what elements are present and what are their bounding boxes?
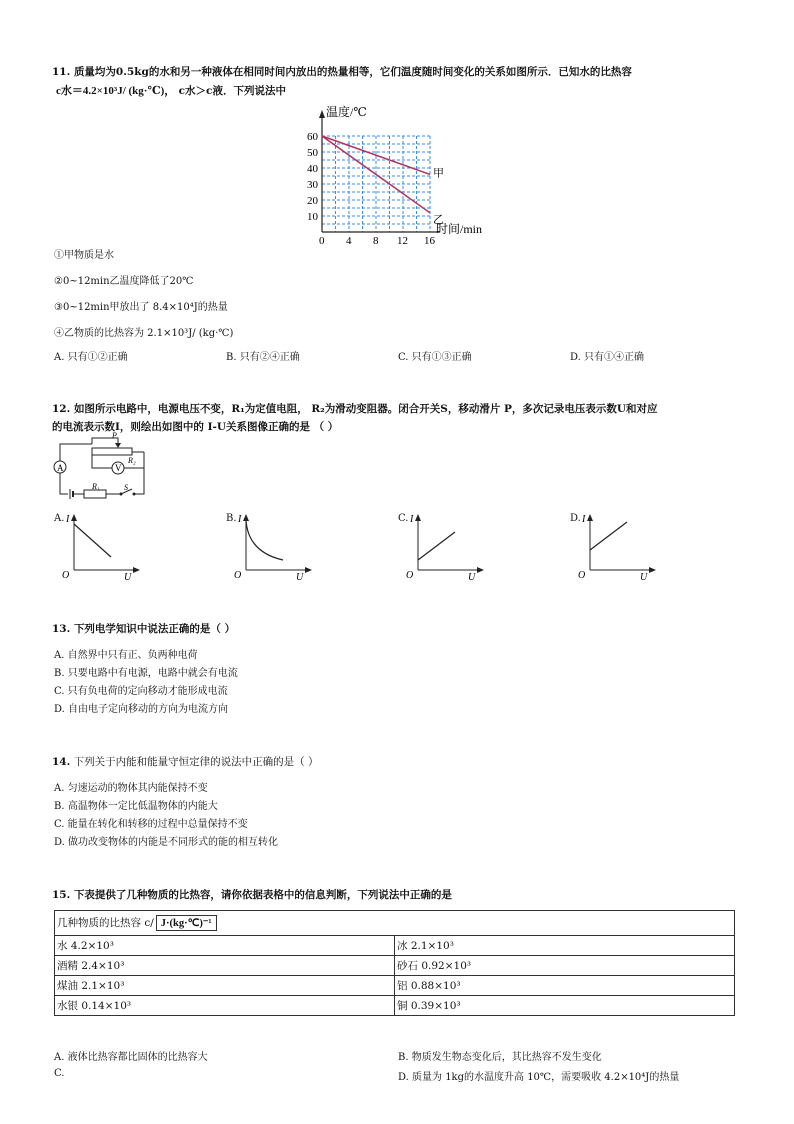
i-u-curve — [418, 532, 455, 560]
origin-label: O — [234, 570, 242, 581]
table-cell: 水 4.2×10³ — [55, 936, 395, 956]
table-header-row — [55, 911, 735, 936]
y-tick-label: 10 — [307, 211, 318, 223]
table-cell: 铝 0.88×10³ — [395, 976, 735, 996]
r2-rheostat-icon — [92, 448, 132, 455]
y-tick-label: 40 — [307, 163, 318, 175]
q12-circuit-diagram — [48, 432, 158, 502]
u-axis-label: U — [296, 572, 304, 583]
q12-number: 12. — [52, 403, 71, 415]
q11-stem — [52, 64, 632, 79]
q13-option-c[interactable]: C. 只有负电荷的定向移动才能形成电流 — [54, 686, 228, 697]
i-axis-arrow — [71, 514, 77, 521]
q11-statement-3: ③0~12min甲放出了 8.4×10⁴J的热量 — [54, 302, 228, 313]
table-cell: 水银 0.14×10³ — [55, 996, 395, 1016]
chart-grid — [322, 136, 430, 232]
u-axis-arrow — [305, 567, 312, 573]
y-tick-label: 60 — [307, 131, 318, 143]
option-letter: B. — [226, 513, 237, 524]
table-header-unit: J·(kg·℃)⁻¹ — [156, 915, 217, 931]
x-tick-label: 8 — [373, 235, 379, 247]
u-axis-arrow — [649, 567, 656, 573]
u-axis-label: U — [640, 572, 648, 583]
q13-stem-text: 下列电学知识中说法正确的是（ ） — [73, 623, 236, 635]
y-axis-label: 温度/℃ — [326, 105, 367, 119]
q12-option-c[interactable] — [398, 512, 476, 583]
q12-option-b[interactable] — [226, 512, 304, 583]
table-cell: 砂石 0.92×10³ — [395, 956, 735, 976]
specific-heat-table — [54, 910, 735, 1016]
i-u-curve — [246, 520, 283, 560]
table-header — [55, 911, 735, 936]
q14-option-d[interactable]: D. 做功改变物体的内能是不同形式的能的相互转化 — [54, 837, 279, 848]
table-cell: 冰 2.1×10³ — [395, 936, 735, 956]
u-axis-label: U — [124, 572, 132, 583]
i-axis-label: I — [410, 514, 414, 525]
i-u-graph — [234, 512, 328, 583]
series-end-label: 乙 — [433, 213, 444, 226]
q14-option-a[interactable]: A. 匀速运动的物体其内能保持不变 — [54, 783, 208, 794]
q15-stem — [52, 887, 452, 902]
origin-label: O — [406, 570, 414, 581]
q13-option-b[interactable]: B. 只要电路中有电源，电路中就会有电流 — [54, 668, 238, 679]
q14-number: 14. — [52, 756, 71, 768]
q15-option-d[interactable]: D. 质量为 1kg的水温度升高 10℃，需要吸收 4.2×10⁴J的热量 — [398, 1072, 680, 1083]
q11-number: 11. — [52, 66, 71, 78]
i-axis-label: I — [582, 514, 586, 525]
origin-label: O — [62, 570, 70, 581]
i-axis-label: I — [66, 514, 70, 525]
i-u-curve — [74, 524, 111, 557]
y-tick-label: 30 — [307, 179, 318, 191]
i-axis-label: I — [238, 514, 242, 525]
y-tick-label: 20 — [307, 195, 318, 207]
q11-temperature-time-chart — [290, 100, 500, 247]
voltmeter-label: V — [115, 463, 122, 473]
q15-option-c[interactable]: C. — [54, 1068, 65, 1079]
table-row — [55, 996, 735, 1016]
table-cell: 煤油 2.1×10³ — [55, 976, 395, 996]
y-tick-label: 50 — [307, 147, 318, 159]
origin-label: O — [578, 570, 586, 581]
table-cell: 酒精 2.4×10³ — [55, 956, 395, 976]
q11-stem-line1: 质量均为0.5kg的水和另一种液体在相同时间内放出的热量相等，它们温度随时间变化的关系如图所示．已知水的比热容 — [73, 66, 632, 78]
q11-statement-4: ④乙物质的比热容为 2.1×10³J/ (kg·℃) — [54, 328, 234, 339]
i-u-graph — [578, 512, 672, 583]
ammeter-label: A — [57, 463, 64, 473]
q12-option-a[interactable] — [54, 512, 132, 583]
r1-label: R₁ — [92, 482, 100, 491]
slider-label: P — [112, 431, 117, 440]
q11-stem-tail: c水＞c液．下列说法中 — [178, 85, 286, 97]
table-row — [55, 976, 735, 996]
i-u-curve — [590, 522, 627, 550]
u-axis-label: U — [468, 572, 476, 583]
q15-option-b[interactable]: B. 物质发生物态变化后，其比热容不发生变化 — [398, 1052, 602, 1063]
y-axis-arrow — [319, 110, 325, 118]
i-axis-arrow — [243, 514, 249, 521]
q13-option-a[interactable]: A. 自然界中只有正、负两种电荷 — [54, 650, 198, 661]
q12-stem-line2: 的电流表示数I，则绘出如图中的 I-U关系图像正确的是 （ ） — [52, 421, 339, 433]
q11-statement-1: ①甲物质是水 — [54, 250, 114, 261]
x-tick-label: 4 — [346, 235, 352, 247]
q11-option-a[interactable]: A. 只有①②正确 — [54, 352, 128, 363]
q14-stem — [52, 754, 318, 769]
i-axis-arrow — [415, 514, 421, 521]
q12-option-d[interactable] — [570, 512, 648, 583]
q11-statement-2: ②0~12min乙温度降低了20℃ — [54, 276, 194, 287]
chart-series — [322, 136, 444, 226]
q14-option-b[interactable]: B. 高温物体一定比低温物体的内能大 — [54, 801, 218, 812]
q14-stem-text: 下列关于内能和能量守恒定律的说法中正确的是（ ） — [73, 756, 319, 768]
option-letter: A. — [54, 513, 65, 524]
table-row — [55, 956, 735, 976]
q13-number: 13. — [52, 623, 71, 635]
i-axis-arrow — [587, 514, 593, 521]
q11-option-b[interactable]: B. 只有②④正确 — [226, 352, 300, 363]
q11-stem-line2 — [56, 82, 286, 98]
table-cell: 铜 0.39×10³ — [395, 996, 735, 1016]
option-letter: D. — [570, 513, 581, 524]
x-tick-label: 0 — [319, 235, 325, 247]
x-axis-label: 时间/min — [436, 222, 483, 236]
table-header-label: 几种物质的比热容 c/ — [57, 917, 154, 929]
q13-stem — [52, 621, 235, 636]
q15-option-a[interactable]: A. 液体比热容都比固体的比热容大 — [54, 1052, 208, 1063]
i-u-graph — [406, 512, 500, 583]
switch-label: S — [124, 483, 128, 492]
x-tick-label: 16 — [424, 235, 435, 247]
q11-option-d[interactable]: D. 只有①④正确 — [570, 352, 645, 363]
q11-water-heat-capacity: c水＝4.2×10³J/ (kg·℃)， — [56, 85, 176, 97]
series-end-label: 甲 — [433, 167, 444, 180]
q15-stem-text: 下表提供了几种物质的比热容，请你依据表格中的信息判断，下列说法中正确的是 — [73, 889, 452, 901]
u-axis-arrow — [133, 567, 140, 573]
q11-option-c[interactable]: C. 只有①③正确 — [398, 352, 472, 363]
x-tick-label: 12 — [397, 235, 408, 247]
q14-option-c[interactable]: C. 能量在转化和转移的过程中总量保持不变 — [54, 819, 248, 830]
q13-option-d[interactable]: D. 自由电子定向移动的方向为电流方向 — [54, 704, 229, 715]
i-u-graph — [62, 512, 156, 583]
option-letter: C. — [398, 513, 409, 524]
table-row — [55, 936, 735, 956]
u-axis-arrow — [477, 567, 484, 573]
r1-resistor-icon — [84, 490, 106, 498]
q12-stem — [52, 401, 658, 416]
q15-number: 15. — [52, 889, 71, 901]
slider-arrow-icon — [115, 443, 121, 448]
q12-stem-line1: 如图所示电路中，电源电压不变，R₁为定值电阻， R₂为滑动变阻器。闭合开关S，移动滑片 P，多次记录电压表示数U和对应 — [73, 403, 658, 415]
r2-label: R₂ — [128, 456, 136, 465]
